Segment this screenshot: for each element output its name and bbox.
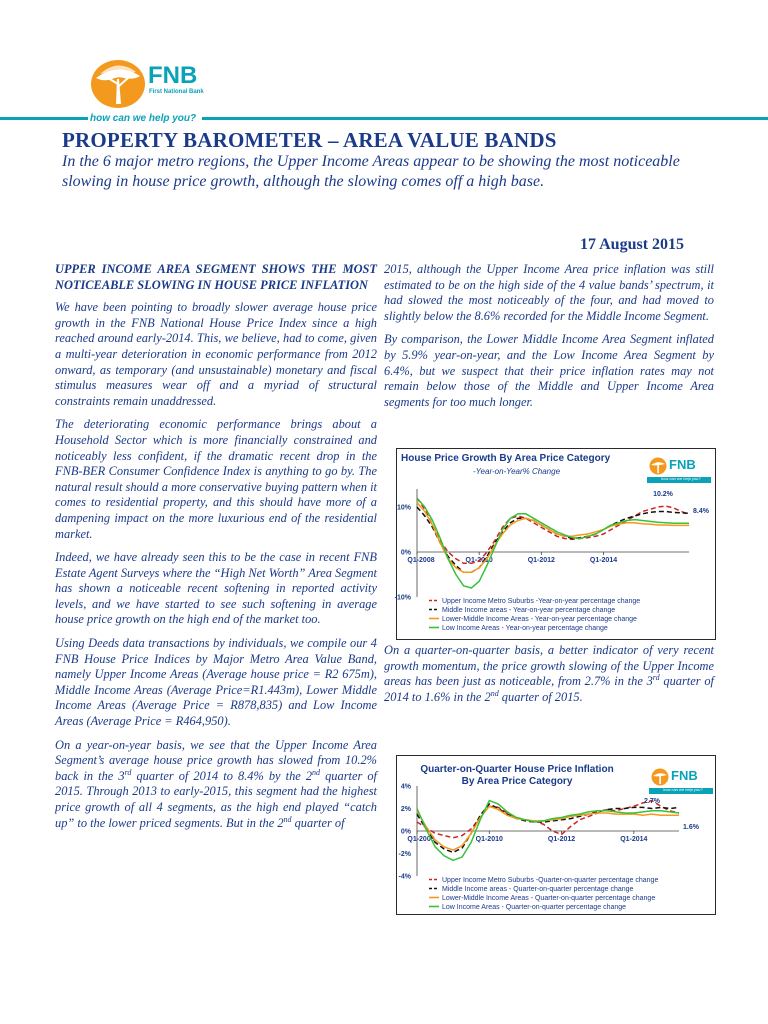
acacia-tree-icon	[88, 52, 148, 112]
chart-plot	[394, 449, 715, 639]
x-tick-label: Q1-2014	[620, 836, 648, 843]
legend-label: Lower-Middle Income Areas - Quarter-on-quarter percentage change	[442, 895, 656, 902]
chart-qoq	[396, 755, 716, 915]
y-tick-label: -10%	[394, 594, 411, 602]
x-tick-label: Q1-2012	[547, 836, 576, 843]
legend-label: Lower-Middle Income Areas - Year-on-year percentage change	[442, 616, 637, 623]
superscript: nd	[312, 767, 321, 777]
superscript: nd	[490, 688, 499, 698]
x-tick-label: Q1-2010	[465, 557, 493, 564]
page-title: PROPERTY BAROMETER – AREA VALUE BANDS	[62, 128, 557, 152]
superscript: nd	[283, 814, 292, 824]
data-label: 1.6%	[683, 824, 699, 831]
text-run: On a year-on-year basis, we see that the Upper Income Area Segment’s average house price growth has slowed from 10.2% back in the 3	[55, 737, 377, 783]
x-tick-label: Q1-2010	[475, 836, 503, 843]
chart-logo-tagline: how can we help you?	[663, 787, 703, 792]
text-run: quarter of 2015.	[498, 689, 583, 704]
text-run: quarter of 2014 to 1.6% in the 2	[384, 674, 714, 704]
paragraph: Indeed, we have already seen this to be the case in recent FNB Estate Agent Surveys where the “High Net Worth” Area Segment has shown a noticeable recent softening in reported activity levels, and we have started to see such softening in average house price growth on the high end of the market too.	[55, 550, 378, 627]
publication-date: 17 August 2015	[580, 236, 685, 253]
data-label: 10.2%	[653, 491, 673, 498]
y-tick-label: 0%	[400, 828, 411, 836]
x-tick-label: Q1-2014	[589, 557, 618, 564]
y-tick-label: 0%	[400, 549, 411, 557]
y-tick-label: 2%	[400, 806, 411, 813]
paragraph: Using Deeds data transactions by individuals, we compile our 4 FNB House Price Indices by Major Metro Area Value Band, namely Upper Income Areas (Average house price = R2 675m), Middle Income Areas (Average Price=R1.443m), Lower Middle Income Areas (Average Price = R878,835) and Low Income Areas (Average Price = R464,950).	[55, 636, 377, 729]
legend-label: Upper Income Metro Suburbs -Year-on-year percentage change	[442, 598, 641, 605]
tagline: how can we help you?	[88, 113, 202, 124]
legend-label: Low Income Areas - Year-on-year percentage change	[442, 625, 608, 632]
series-line-3	[417, 498, 689, 588]
chart-logo-tagline: how can we help you?	[661, 476, 701, 481]
legend-label: Upper Income Metro Suburbs -Quarter-on-quarter percentage change	[442, 877, 659, 884]
y-tick-label: -4%	[398, 873, 411, 881]
legend-label: Middle Income areas - Year-on-year percentage change	[442, 607, 616, 614]
chart-subtitle: -Year-on-Year% Change	[473, 467, 561, 476]
page-subtitle: In the 6 major metro regions, the Upper Income Areas appear to be showing the most noticeable slowing in house price growth, although the slowing comes off a high base.	[62, 153, 680, 190]
data-label: 2.7%	[644, 798, 660, 805]
chart-plot	[397, 756, 715, 914]
logo-text: FNB	[148, 62, 198, 89]
superscript: rd	[124, 767, 132, 777]
right-column-top	[384, 262, 714, 418]
y-tick-label: -2%	[398, 851, 411, 858]
right-column-bottom	[384, 643, 714, 713]
text-run: quarter of 2015. Through 2013 to early-2015, this segment had the highest price growth of all 4 segments, as the high end played “catch up” to the lower priced segments. But in the 2	[55, 768, 377, 830]
chart-title: House Price Growth By Area Price Category	[401, 453, 611, 464]
chart-logo-text: FNB	[669, 457, 696, 472]
legend-label: Low Income Areas - Quarter-on-quarter percentage change	[442, 904, 627, 911]
chart-logo-text: FNB	[671, 768, 698, 783]
chart-yoy	[396, 448, 716, 640]
x-tick-label: Q1-2012	[527, 557, 555, 564]
y-tick-label: 4%	[400, 783, 411, 791]
legend-label: Middle Income areas - Quarter-on-quarter percentage change	[442, 886, 634, 893]
text-run: On a quarter-on-quarter basis, a better indicator of very recent growth momentum, the price growth slowing of the Upper Income areas has been just as noticeable, from 2.7% in the 3	[384, 643, 714, 689]
paragraph	[384, 643, 714, 705]
paragraph: 2015, although the Upper Income Area price inflation was still estimated to be on the high side of the 4 value bands’ spectrum, it had slowed the most noticeably of the four, and had moved to slightly below the 8.6% recorded for the Middle Income Segment.	[384, 262, 714, 323]
paragraph	[55, 738, 377, 832]
x-tick-label: Q1-2008	[407, 836, 435, 843]
paragraph: The deteriorating economic performance brings about a Household Sector which is more financially constrained and noticeably less confident, if the dramatic recent drop in the FNB-BER Consumer Confidence Index is anything to go by. The natural result should a more conservative buying pattern when it comes to residential property, and this should have more of a dampening impact on the more luxurious end of the residential market.	[55, 417, 377, 541]
x-tick-label: Q1-2008	[407, 557, 435, 564]
data-label: 8.4%	[693, 508, 709, 515]
paragraph: We have been pointing to broadly slower average house price growth in the FNB National House Price Index since a high reached around early-2014. This, we believe, had to come, given a multi-year deterioration in economic performance from 2012 onward, as temporary (and unsustainable) monetary and fiscal stimulus measures wear off and a myriad of structural constraints remain unaddressed.	[55, 300, 377, 408]
superscript: rd	[652, 673, 660, 683]
paragraph: By comparison, the Lower Middle Income Area Segment inflated by 5.9% year-on-year, and the Low Income Area Segment by 6.4%, but we suspect that their price inflation rates may not remain below those of the Middle and Upper Income Area segments for too much longer.	[384, 332, 714, 409]
section-heading: UPPER INCOME AREA SEGMENT SHOWS THE MOST NOTICEABLE SLOWING IN HOUSE PRICE INFLATION	[55, 262, 377, 292]
text-run: quarter of 2014 to 8.4% by the 2	[131, 768, 313, 783]
logo-subtext: First National Bank	[149, 89, 204, 95]
chart-title: Quarter-on-Quarter House Price Inflation By Area Price Category	[420, 764, 614, 787]
y-tick-label: 10%	[396, 504, 411, 512]
series-line-0	[417, 498, 689, 563]
left-column	[55, 262, 377, 839]
tagline-bar	[0, 113, 768, 125]
text-run: quarter of	[291, 815, 345, 830]
